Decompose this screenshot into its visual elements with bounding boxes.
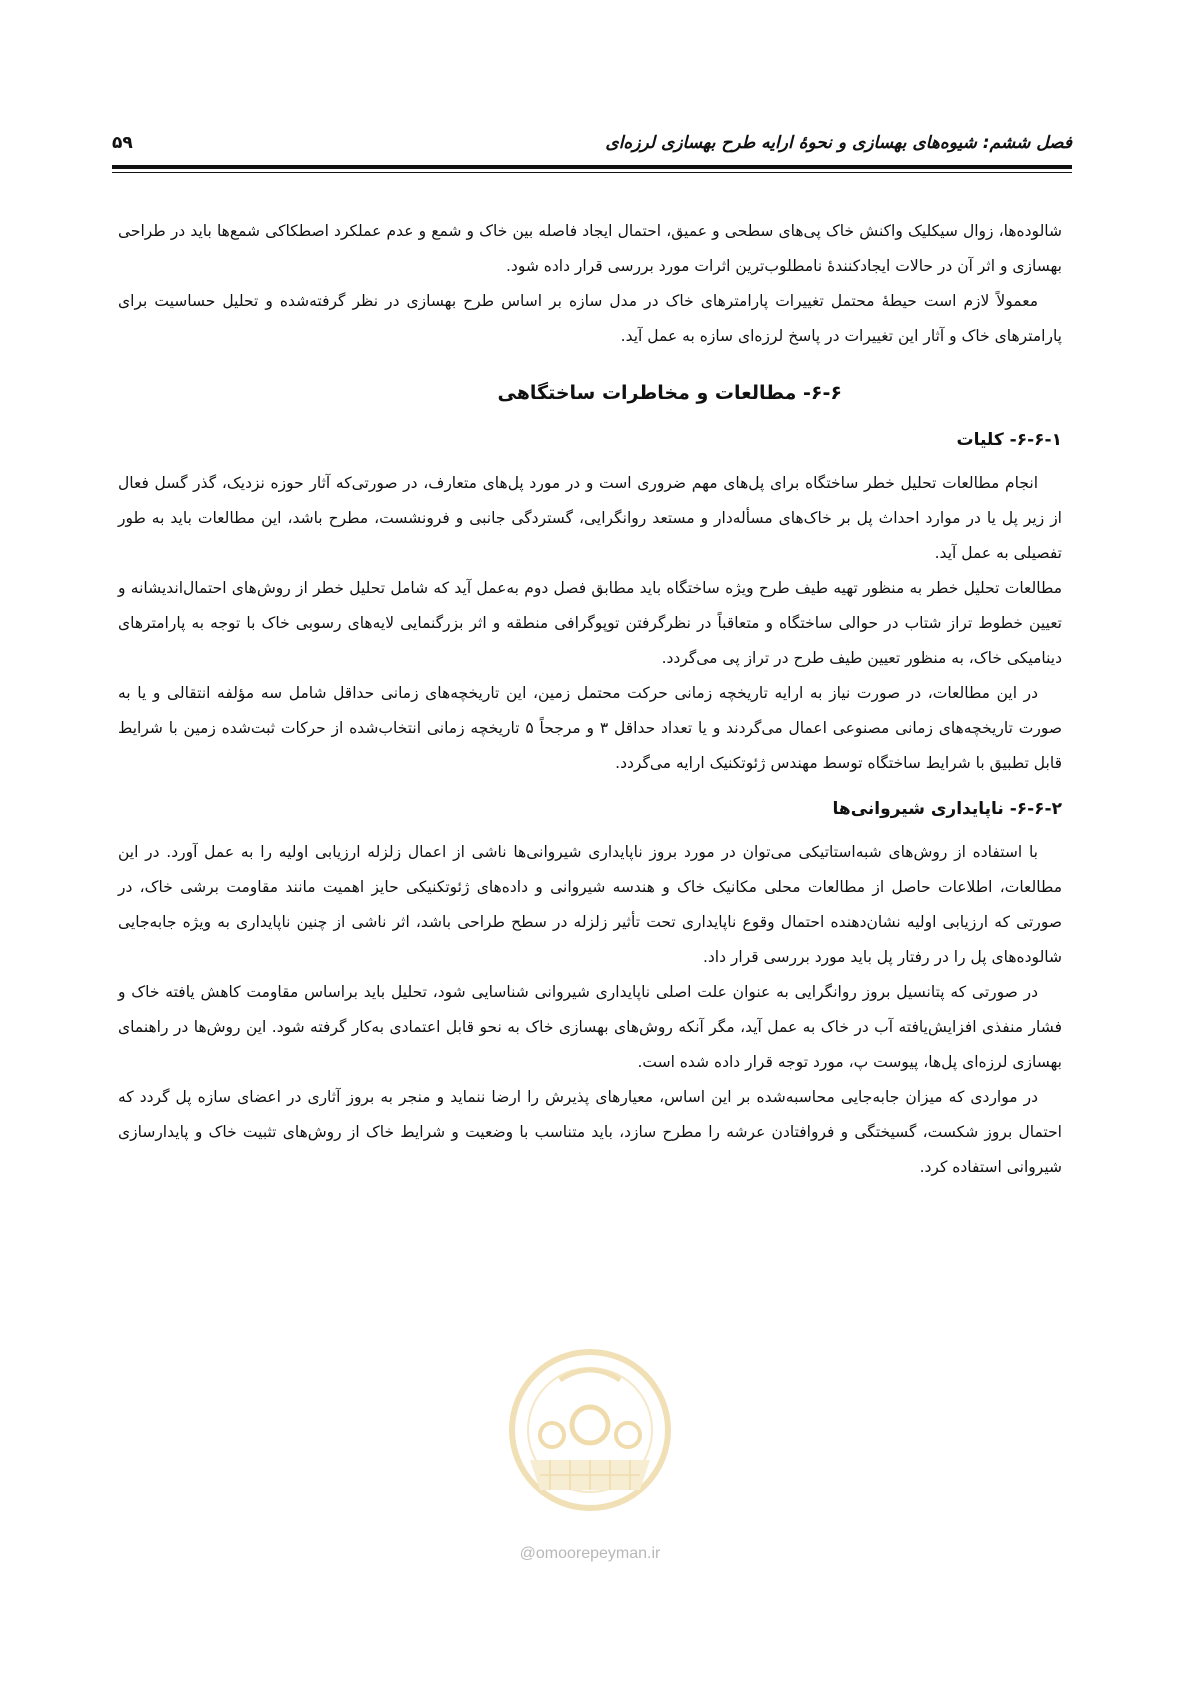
page-number: ۵۹ (112, 133, 133, 153)
chapter-title: فصل ششم: شیوه‌های بهسازی و نحوهٔ ارایه طرح بهسازی لرزه‌ای (605, 133, 1072, 153)
paragraph: با استفاده از روش‌های شبه‌استاتیکی می‌توان در مورد بروز ناپایداری شیروانی‌ها ناشی از اعمال زلزله ارزیابی اولیه را به عمل آورد. در این مطالعات، اطلاعات حاصل از مطالعات محلی مکانیک خاک و هندسه شیروانی و داده‌های ژئوتکنیکی حایز اهمیت مانند مقاومت برشی خاک، در صورتی که ارزیابی اولیه نشان‌دهنده احتمال وقوع ناپایداری تحت تأثیر زلزله در سطح طراحی باشد، اثر ناشی از چنین ناپایداری به ویژه جابه‌جایی شالوده‌های پل را در رفتار پل باید مورد بررسی قرار داد. (118, 843, 1062, 966)
paragraph: در مواردی که میزان جابه‌جایی محاسبه‌شده بر این اساس، معیارهای پذیرش را ارضا ننماید و منجر به بروز آثاری در اعضای سازه پل گردد که احتمال بروز شکست، گسیختگی و فروافتادن عرشه را مطرح سازد، باید متناسب با وضعیت و شرایط خاک از روش‌های تثبیت خاک و پایدارسازی شیروانی استفاده کرد. (118, 1088, 1062, 1176)
header-rule (112, 165, 1072, 169)
page-body (118, 214, 1062, 1185)
header-rule-thin (112, 172, 1072, 173)
paragraph: معمولاً لازم است حیطهٔ محتمل تغییرات پارامترهای خاک در مدل سازه بر اساس طرح بهسازی در نظر گرفته‌شده و تحلیل حساسیت برای پارامترهای خاک و آثار این تغییرات در پاسخ لرزه‌ای سازه به عمل آید. (118, 292, 1062, 345)
watermark-logo (490, 1340, 690, 1560)
paragraph: در این مطالعات، در صورت نیاز به ارایه تاریخچه زمانی حرکت محتمل زمین، این تاریخچه‌های زمانی حداقل شامل سه مؤلفه انتقالی و یا به صورت تاریخچه‌های زمانی مصنوعی اعمال می‌گردند و یا تعداد حداقل ۳ و مرجحاً ۵ تاریخچه زمانی انتخاب‌شده از حرکات ثبت‌شده زمین با شرایط قابل تطبیق با شرایط ساختگاه توسط مهندس ژئوتکنیک ارایه می‌گردد. (118, 684, 1062, 772)
running-header (112, 128, 1072, 158)
paragraph: در صورتی که پتانسیل بروز روانگرایی به عنوان علت اصلی ناپایداری شیروانی شناسایی شود، تحلیل باید براساس مقاومت کاهش یافته خاک و فشار منفذی افزایش‌یافته آب در خاک به عمل آید، مگر آنکه روش‌های بهسازی خاک به نحو قابل اعتمادی به‌کار گرفته شود. این روش‌ها در راهنمای بهسازی لرزه‌ای پل‌ها، پیوست پ، مورد توجه قرار داده شده است. (118, 983, 1062, 1071)
paragraph: مطالعات تحلیل خطر به منظور تهیه طیف طرح ویژه ساختگاه باید مطابق فصل دوم به‌عمل آید که شامل تحلیل خطر از روش‌های احتمال‌اندیشانه و تعیین خطوط تراز شتاب در حوالی ساختگاه و متعاقباً در نظرگرفتن توپوگرافی منطقه و اثر بزرگنمایی لایه‌های رسوبی خاک با توجه به پارامترهای دینامیکی خاک، به منظور تعیین طیف طرح در تراز پی می‌گردد. (118, 579, 1062, 667)
section-heading: ۶-۶- مطالعات و مخاطرات ساختگاهی (497, 382, 842, 404)
subsection-heading: ۶-۶-۲- ناپایداری شیروانی‌ها (832, 799, 1062, 819)
paragraph: انجام مطالعات تحلیل خطر ساختگاه برای پل‌های مهم ضروری است و در مورد پل‌های متعارف، در صورتی‌که آثار حوزه نزدیک، گذر گسل فعال از زیر پل یا در موارد احداث پل بر خاک‌های مسأله‌دار و مستعد روانگرایی، گستردگی جانبی و فرونشست، مطرح باشد، این مطالعات باید به طور تفصیلی به عمل آید. (118, 474, 1062, 562)
watermark-url: @omoorepeyman.ir (519, 1545, 661, 1562)
paragraph: شالوده‌ها، زوال سیکلیک واکنش خاک پی‌های سطحی و عمیق، احتمال ایجاد فاصله بین خاک و شمع و عدم عملکرد اصطکاکی شمع‌ها باید در طراحی بهسازی و اثر آن در حالات ایجادکنندهٔ نامطلوب‌ترین اثرات مورد بررسی قرار داده شود. (118, 222, 1062, 275)
subsection-heading: ۶-۶-۱- کلیات (956, 430, 1062, 450)
